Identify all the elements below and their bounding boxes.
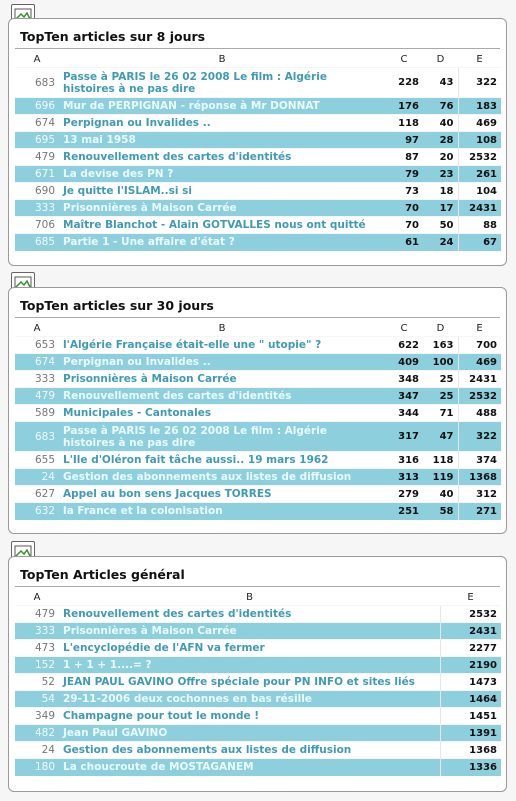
value-e: 1451 <box>440 708 501 725</box>
article-id: 482 <box>15 725 59 742</box>
table-row <box>15 708 501 725</box>
article-id: 52 <box>15 674 59 691</box>
value-e: 2532 <box>440 606 501 623</box>
value-c: 409 <box>385 354 423 371</box>
value-e: 1368 <box>458 469 501 486</box>
article-id: 479 <box>15 606 59 623</box>
value-d: 23 <box>423 166 458 183</box>
value-c: 61 <box>385 234 423 251</box>
table-row <box>15 337 501 354</box>
table-row <box>15 371 501 388</box>
article-link[interactable]: Renouvellement des cartes d'identités <box>59 149 385 166</box>
value-e: 1368 <box>440 742 501 759</box>
table-row <box>15 742 501 759</box>
value-c: 176 <box>385 98 423 115</box>
article-link[interactable]: JEAN PAUL GAVINO Offre spéciale pour PN INFO et sites liés <box>59 674 440 691</box>
article-id: 479 <box>15 149 59 166</box>
article-id: 690 <box>15 183 59 200</box>
value-d: 118 <box>423 452 458 469</box>
table-row <box>15 98 501 115</box>
value-e: 271 <box>458 503 501 520</box>
value-e: 1336 <box>440 759 501 776</box>
panel-title: TopTen Articles général <box>20 567 185 582</box>
table-header-row <box>15 590 501 606</box>
article-id: 333 <box>15 200 59 217</box>
table-row <box>15 149 501 166</box>
article-link[interactable]: Champagne pour tout le monde ! <box>59 708 440 725</box>
value-c: 70 <box>385 217 423 234</box>
value-d: 25 <box>423 388 458 405</box>
value-e: 88 <box>458 217 501 234</box>
value-d: 76 <box>423 98 458 115</box>
value-e: 108 <box>458 132 501 149</box>
article-link[interactable]: Prisonnières à Maison Carrée <box>59 623 440 640</box>
table-row <box>15 486 501 503</box>
value-d: 28 <box>423 132 458 149</box>
table-row <box>15 234 501 251</box>
value-c: 622 <box>385 337 423 354</box>
value-d: 40 <box>423 115 458 132</box>
table-row <box>15 606 501 623</box>
value-e: 1391 <box>440 725 501 742</box>
value-c: 97 <box>385 132 423 149</box>
value-c: 317 <box>385 422 423 452</box>
value-d: 163 <box>423 337 458 354</box>
article-id: 589 <box>15 405 59 422</box>
value-c: 73 <box>385 183 423 200</box>
article-link[interactable]: Passe à PARIS le 26 02 2008 Le film : Algérie histoires à ne pas dire <box>59 68 385 98</box>
value-e: 2532 <box>458 388 501 405</box>
article-link[interactable]: Renouvellement des cartes d'identités <box>59 388 385 405</box>
table-row <box>15 691 501 708</box>
col-header-d: D <box>436 54 445 65</box>
col-header-b: B <box>246 592 253 603</box>
article-id: 180 <box>15 759 59 776</box>
value-c: 347 <box>385 388 423 405</box>
article-id: 627 <box>15 486 59 503</box>
panel-title: TopTen articles sur 30 jours <box>20 298 214 313</box>
table-row <box>15 469 501 486</box>
table-row <box>15 452 501 469</box>
article-link[interactable]: Mur de PERPIGNAN - réponse à Mr DONNAT <box>59 98 385 115</box>
table-header-row <box>15 321 501 337</box>
topten-general-panel <box>8 556 507 792</box>
article-id: 632 <box>15 503 59 520</box>
value-c: 228 <box>385 68 423 98</box>
value-e: 67 <box>458 234 501 251</box>
table-row <box>15 422 501 452</box>
article-link[interactable]: 13 mai 1958 <box>59 132 385 149</box>
article-link[interactable]: Je quitte l'ISLAM..si si <box>59 183 385 200</box>
article-link[interactable]: Municipales - Cantonales <box>59 405 385 422</box>
article-link[interactable]: 1 + 1 + 1....= ? <box>59 657 440 674</box>
value-c: 251 <box>385 503 423 520</box>
value-d: 71 <box>423 405 458 422</box>
value-e: 2431 <box>458 200 501 217</box>
article-link[interactable]: Perpignan ou Invalides .. <box>59 354 385 371</box>
value-e: 2431 <box>458 371 501 388</box>
col-header-c: C <box>400 54 408 65</box>
table-row <box>15 115 501 132</box>
article-link[interactable]: L'Ile d'Oléron fait tâche aussi.. 19 mars 1962 <box>59 452 385 469</box>
table-row <box>15 640 501 657</box>
topten-table <box>15 52 501 251</box>
value-e: 1464 <box>440 691 501 708</box>
value-c: 348 <box>385 371 423 388</box>
article-id: 653 <box>15 337 59 354</box>
article-link[interactable]: Maître Blanchot - Alain GOTVALLES nous ont quitté <box>59 217 385 234</box>
article-id: 479 <box>15 388 59 405</box>
value-d: 25 <box>423 371 458 388</box>
table-row <box>15 657 501 674</box>
table-row <box>15 759 501 776</box>
value-e: 700 <box>458 337 501 354</box>
value-e: 183 <box>458 98 501 115</box>
table-row <box>15 68 501 98</box>
table-row <box>15 217 501 234</box>
divider <box>15 317 500 318</box>
article-id: 706 <box>15 217 59 234</box>
topten-table <box>15 321 501 520</box>
col-header-e: E <box>467 592 474 603</box>
value-d: 50 <box>423 217 458 234</box>
article-link[interactable]: L'encyclopédie de l'AFN va fermer <box>59 640 440 657</box>
value-c: 79 <box>385 166 423 183</box>
topten-table <box>15 590 501 776</box>
value-e: 2431 <box>440 623 501 640</box>
value-c: 313 <box>385 469 423 486</box>
article-id: 152 <box>15 657 59 674</box>
article-link[interactable]: La choucroute de MOSTAGANEM <box>59 759 440 776</box>
article-id: 333 <box>15 371 59 388</box>
value-e: 2532 <box>458 149 501 166</box>
article-link[interactable]: Passe à PARIS le 26 02 2008 Le film : Algérie histoires à ne pas dire <box>59 422 385 452</box>
table-header-row <box>15 52 501 68</box>
article-id: 24 <box>15 742 59 759</box>
article-id: 683 <box>15 422 59 452</box>
article-link[interactable]: l'Algérie Française était-elle une " utopie" ? <box>59 337 385 354</box>
panel-title: TopTen articles sur 8 jours <box>20 29 206 44</box>
col-header-e: E <box>476 323 483 334</box>
topten-8-days-panel <box>8 18 507 266</box>
table-row <box>15 725 501 742</box>
article-id: 473 <box>15 640 59 657</box>
article-link[interactable]: Perpignan ou Invalides .. <box>59 115 385 132</box>
table-row <box>15 132 501 149</box>
value-e: 261 <box>458 166 501 183</box>
col-header-b: B <box>218 323 226 334</box>
value-c: 279 <box>385 486 423 503</box>
article-id: 695 <box>15 132 59 149</box>
article-link[interactable]: Partie 1 - Une affaire d'état ? <box>59 234 385 251</box>
col-header-a: A <box>33 323 41 334</box>
value-e: 469 <box>458 115 501 132</box>
value-e: 469 <box>458 354 501 371</box>
article-id: 696 <box>15 98 59 115</box>
value-c: 316 <box>385 452 423 469</box>
article-link[interactable]: Gestion des abonnements aux listes de diffusion <box>59 469 385 486</box>
article-id: 333 <box>15 623 59 640</box>
value-d: 18 <box>423 183 458 200</box>
article-link[interactable]: La devise des PN ? <box>59 166 385 183</box>
article-link[interactable]: Jean Paul GAVINO <box>59 725 440 742</box>
value-e: 488 <box>458 405 501 422</box>
value-d: 100 <box>423 354 458 371</box>
topten-30-days-panel <box>8 287 507 534</box>
table-row <box>15 354 501 371</box>
value-e: 2190 <box>440 657 501 674</box>
table-row <box>15 200 501 217</box>
table-row <box>15 166 501 183</box>
value-d: 58 <box>423 503 458 520</box>
article-link[interactable]: Appel au bon sens Jacques TORRES <box>59 486 385 503</box>
value-d: 20 <box>423 149 458 166</box>
article-link[interactable]: 29-11-2006 deux cochonnes en bas résille <box>59 691 440 708</box>
article-id: 671 <box>15 166 59 183</box>
value-c: 344 <box>385 405 423 422</box>
value-e: 1473 <box>440 674 501 691</box>
article-link[interactable]: Gestion des abonnements aux listes de diffusion <box>59 742 440 759</box>
table-row <box>15 183 501 200</box>
col-header-c: C <box>400 323 408 334</box>
value-d: 119 <box>423 469 458 486</box>
table-row <box>15 388 501 405</box>
article-id: 674 <box>15 115 59 132</box>
article-id: 674 <box>15 354 59 371</box>
table-row <box>15 405 501 422</box>
article-link[interactable]: la France et la colonisation <box>59 503 385 520</box>
col-header-d: D <box>436 323 445 334</box>
value-d: 24 <box>423 234 458 251</box>
value-c: 70 <box>385 200 423 217</box>
article-id: 349 <box>15 708 59 725</box>
value-e: 104 <box>458 183 501 200</box>
divider <box>15 48 500 49</box>
article-link[interactable]: Prisonnières à Maison Carrée <box>59 200 385 217</box>
value-d: 43 <box>423 68 458 98</box>
col-header-a: A <box>33 54 41 65</box>
col-header-b: B <box>218 54 226 65</box>
value-e: 312 <box>458 486 501 503</box>
divider <box>15 586 500 587</box>
article-id: 655 <box>15 452 59 469</box>
article-id: 24 <box>15 469 59 486</box>
value-e: 2277 <box>440 640 501 657</box>
article-id: 683 <box>15 68 59 98</box>
article-id: 685 <box>15 234 59 251</box>
value-d: 47 <box>423 422 458 452</box>
table-row <box>15 623 501 640</box>
value-e: 374 <box>458 452 501 469</box>
col-header-e: E <box>476 54 483 65</box>
value-c: 87 <box>385 149 423 166</box>
table-row <box>15 674 501 691</box>
article-id: 54 <box>15 691 59 708</box>
article-link[interactable]: Prisonnières à Maison Carrée <box>59 371 385 388</box>
value-e: 322 <box>458 422 501 452</box>
table-row <box>15 503 501 520</box>
value-d: 17 <box>423 200 458 217</box>
col-header-a: A <box>33 592 41 603</box>
value-e: 322 <box>458 68 501 98</box>
article-link[interactable]: Renouvellement des cartes d'identités <box>59 606 440 623</box>
value-d: 40 <box>423 486 458 503</box>
value-c: 118 <box>385 115 423 132</box>
